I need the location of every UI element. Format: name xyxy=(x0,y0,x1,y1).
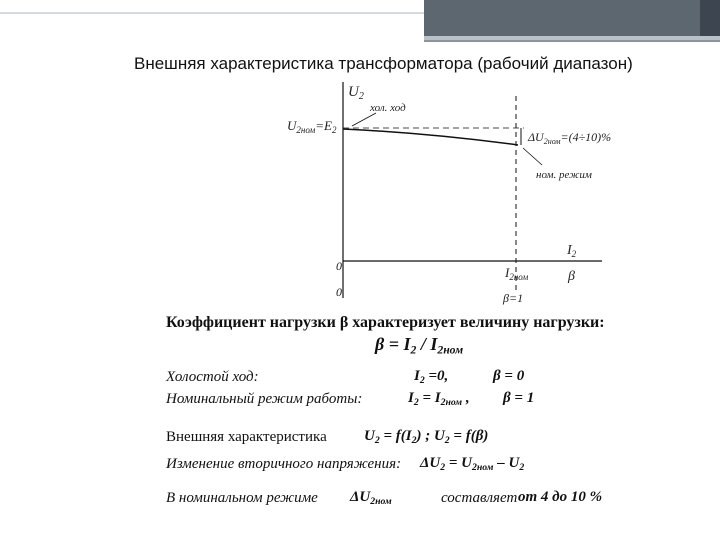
axis-u2-label: $U_2$ xyxy=(348,84,364,102)
i-nominal-label: $I_{2ном}$ xyxy=(505,265,529,282)
title-main: Внешняя характеристика трансформатора xyxy=(134,54,473,73)
noload-label: Холостой ход: xyxy=(166,369,259,385)
nominal-label: Номинальный режим работы: xyxy=(166,391,363,407)
coefficient-heading: Коэффициент нагрузки β характеризует величину нагрузки: xyxy=(166,314,605,331)
delta-u-label: $\Delta U_{2ном}=(4\div 10)\%$ xyxy=(528,130,612,146)
nominal-du: $\Delta U_{2ном}$ xyxy=(350,489,392,507)
voltage-change-label: Изменение вторичного напряжения: xyxy=(166,456,402,472)
nominal-beta: β = 1 xyxy=(503,390,535,406)
beta-one-label: β=1 xyxy=(503,291,524,305)
noload-beta: β = 0 xyxy=(493,368,525,384)
origin-label-current: 0 xyxy=(336,259,342,273)
voltage-change-formula: $\Delta U_2 = U_{2ном} - U_2$ xyxy=(420,455,525,473)
nominal-verb: составляет xyxy=(441,490,518,506)
beta-formula: $\beta = I_2 / I_{2ном}$ xyxy=(375,334,464,357)
axis-i2-label: $I_2$ xyxy=(567,243,577,259)
external-characteristic-label: Внешняя характеристика xyxy=(166,429,327,445)
no-load-label: хол. ход xyxy=(370,102,406,114)
origin-label-beta: 0 xyxy=(336,285,342,299)
nominal-leader xyxy=(523,148,542,165)
u-nominal-label: $U_{2ном}=E_2$ xyxy=(287,118,337,135)
external-characteristic-formula: $U_2 = f(I_2)$ ; $U_2 = f(\beta)$ xyxy=(364,428,489,446)
external-characteristic-curve xyxy=(343,129,518,145)
nominal-current: $I_2 = I_{2ном}$ , xyxy=(408,390,470,408)
nominal-range: от 4 до 10 % xyxy=(518,489,603,505)
nominal-mode-text: В номинальном режиме xyxy=(166,490,318,506)
beta-axis-label: β xyxy=(568,269,575,284)
title-suffix: (рабочий диапазон) xyxy=(477,54,633,73)
noload-current: $I_2 =0$, xyxy=(414,368,449,386)
nominal-mode-label: ном. режим xyxy=(536,169,592,181)
no-load-leader xyxy=(352,113,376,126)
